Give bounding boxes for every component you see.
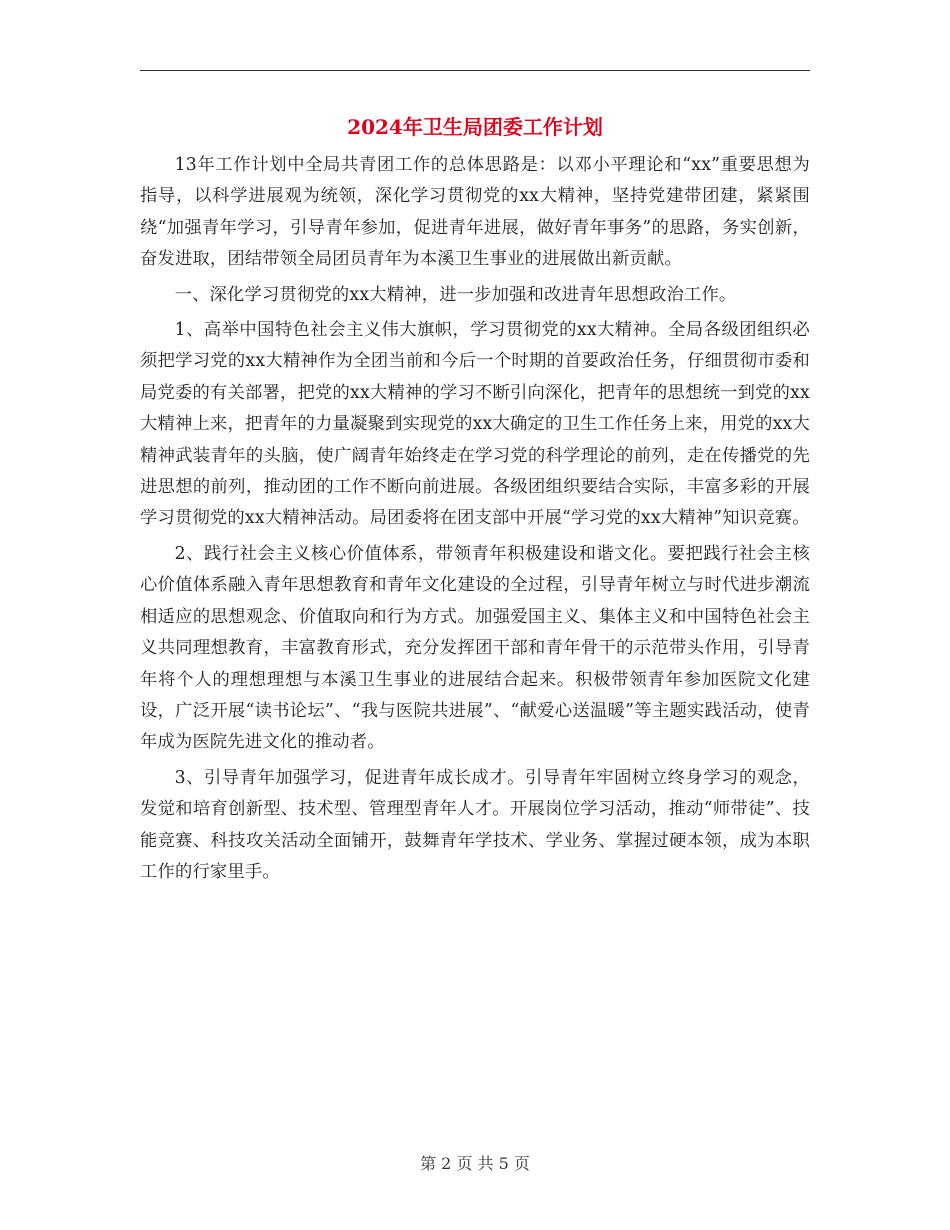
header-rule — [140, 70, 810, 71]
paragraph-item-1: 1、高举中国特色社会主义伟大旗帜，学习贯彻党的xx大精神。全局各级团组织必须把学习党的xx大精神作为全团当前和今后一个时期的首要政治任务，仔细贯彻市委和局党委的有关部署，把党的xx大精神的学习不断引向深化，把青年的思想统一到党的xx大精神上来，把青年的力量凝聚到实现党的xx大确定的卫生工作任务上来，用党的xx大精神武装青年的头脑，使广阔青年始终走在学习党的科学理论的前列，走在传播党的先进思想的前列，推动团的工作不断向前进展。各级团组织要结合实际，丰富多彩的开展学习贯彻党的xx大精神活动。局团委将在团支部中开展“学习党的xx大精神”知识竞赛。 — [140, 320, 810, 529]
paragraph-item-3: 3、引导青年加强学习，促进青年成长成才。引导青年牢固树立终身学习的观念，发觉和培育创新型、技术型、管理型青年人才。开展岗位学习活动，推动“师带徒”、技能竞赛、科技攻关活动全面铺开，鼓舞青年学技术、学业务、掌握过硬本领，成为本职工作的行家里手。 — [140, 767, 810, 882]
document-title: 2024年卫生局团委工作计划 — [347, 115, 603, 139]
paragraph-intro: 13年工作计划中全局共青团工作的总体思路是：以邓小平理论和“xx”重要思想为指导，以科学进展观为统领，深化学习贯彻党的xx大精神，坚持党建带团建，紧紧围绕“加强青年学习，引导青年参加，促进青年进展，做好青年事务”的思路，务实创新，奋发进取，团结带领全局团员青年为本溪卫生事业的进展做出新贡献。 — [140, 155, 810, 270]
paragraph-item-2: 2、践行社会主义核心价值体系，带领青年积极建设和谐文化。要把践行社会主核心价值体系融入青年思想教育和青年文化建设的全过程，引导青年树立与时代进步潮流相适应的思想观念、价值取向和行为方式。加强爱国主义、集体主义和中国特色社会主义共同理想教育，丰富教育形式，充分发挥团干部和青年骨干的示范带头作用，引导青年将个人的理想理想与本溪卫生事业的进展结合起来。积极带领青年参加医院文化建设，广泛开展“读书论坛”、“我与医院共进展”、“献爱心送温暖”等主题实践活动，使青年成为医院先进文化的推动者。 — [140, 543, 810, 753]
page-number-footer: 第 2 页 共 5 页 — [420, 1154, 530, 1173]
document-body — [140, 150, 810, 892]
paragraph-section-1-heading: 一、深化学习贯彻党的xx大精神，进一步加强和改进青年思想政治工作。 — [174, 284, 737, 305]
